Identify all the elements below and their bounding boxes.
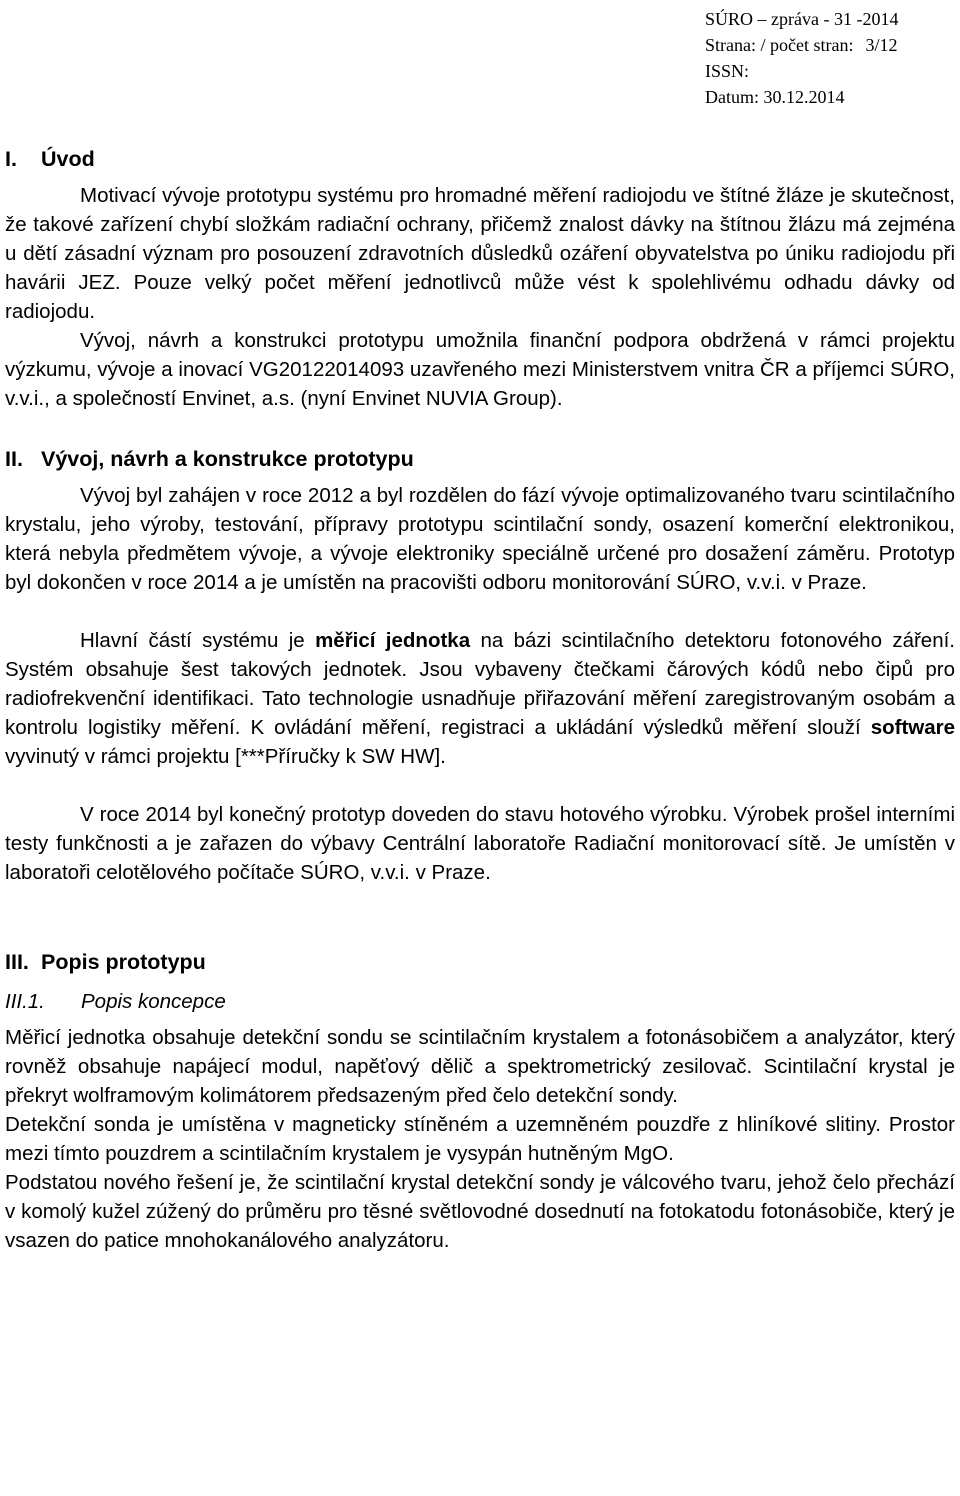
page-count-line: [705, 32, 898, 58]
section-1-paragraph-1: Motivací vývoje prototypu systému pro hromadné měření radiojodu ve štítné žláze je skutečnost, že takové zařízení chybí složkám radiační ochrany, přičemž znalost dávky na štítnou žlázu má zejména u dětí zásadní význam pro posouzení zdravotních důsledků ozáření obyvatelstva po úniku radiojodu při havárii JEZ. Pouze velký počet měření jednotlivců může vést k spolehlivému odhadu dávky od radiojodu.: [5, 184, 955, 323]
report-title: SÚRO – zpráva - 31 -2014: [705, 9, 899, 29]
section-3-paragraph-2: Detekční sonda je umístěna v magneticky stíněném a uzemněném pouzdře z hliníkové slitiny. Prostor mezi tímto pouzdrem a scintilačním krystalem je vysypán hutněným MgO.: [5, 1113, 955, 1165]
section-3-heading: [5, 947, 955, 977]
section-2-paragraph-2: [5, 626, 955, 771]
measuring-unit-term: měřicí jednotka: [315, 629, 471, 652]
page-header: [705, 6, 898, 110]
section-3-title: Popis prototypu: [41, 950, 206, 974]
section-2-paragraph-3: V roce 2014 byl konečný prototyp doveden do stavu hotového výrobku. Výrobek prošel interními testy funkčnosti a je zařazen do výbavy Centrální laboratoře Radiační monitorovací sítě. Je umístěn v laboratoři celotělového počítače SÚRO, v.v.i. v Praze.: [5, 803, 955, 884]
section-1-number: I.: [5, 147, 17, 171]
page-count-label: Strana: / počet stran:: [705, 35, 854, 55]
section-1-paragraph-2: Vývoj, návrh a konstrukci prototypu umožnila finanční podpora obdržená v rámci projektu výzkumu, vývoje a inovací VG20122014093 uzavřeného mezi Ministerstvem vnitra ČR a příjemci SÚRO, v.v.i., a společností Envinet, a.s. (nyní Envinet NUVIA Group).: [5, 329, 955, 410]
section-2-number: II.: [5, 447, 23, 471]
software-term: software: [870, 716, 955, 739]
section-1-heading: [5, 144, 955, 174]
section-2-title: Vývoj, návrh a konstrukce prototypu: [41, 447, 414, 471]
section-3-paragraph-3: Podstatou nového řešení je, že scintilační krystal detekční sondy je válcového tvaru, jehož čelo přechází v komolý kužel zúžený do průměru pro těsné světlovodné dosednutí na fotokatodu fotonásobiče, který je vsazen do patice mnohokanálového analyzátoru.: [5, 1171, 955, 1252]
subsection-3-1-title: Popis koncepce: [81, 990, 226, 1013]
section-1-title: Úvod: [41, 147, 95, 171]
issn-line: ISSN:: [705, 61, 750, 81]
section-2-paragraph-1: Vývoj byl zahájen v roce 2012 a byl rozdělen do fází vývoje optimalizovaného tvaru scintilačního krystalu, jeho výroby, testování, přípravy prototypu scintilační sondy, osazení komerční elektronikou, která nebyla předmětem vývoje, a vývoje elektroniky speciálně určené pro dosažení záměru. Prototyp byl dokončen v roce 2014 a je umístěn na pracovišti odboru monitorování SÚRO, v.v.i. v Praze.: [5, 484, 955, 594]
subsection-3-1-heading: [5, 987, 955, 1017]
section-2-p2-text-b: na bázi scintilačního detektoru fotonového záření. Systém obsahuje šest takových jednotek. Jsou vybaveny čtečkami čárových kódů nebo čipů pro radiofrekvenční identifikaci. Tato technologie usnadňuje přiřazování měření zaregistrovaným osobám a kontrolu logistiky měření. K ovládání měření, registraci a ukládání výsledků měření slouží: [5, 629, 955, 739]
subsection-3-1-number: III.1.: [5, 990, 45, 1013]
section-3-number: III.: [5, 950, 29, 974]
section-2-p2-text-c: vyvinutý v rámci projektu [***Příručky k SW HW].: [5, 745, 446, 768]
date-line: Datum: 30.12.2014: [705, 87, 845, 107]
document-body: [5, 144, 955, 1255]
section-2-p2-text-a: Hlavní částí systému je: [80, 629, 316, 652]
page-count-value: 3/12: [865, 35, 898, 55]
section-3-paragraph-1: Měřicí jednotka obsahuje detekční sondu se scintilačním krystalem a fotonásobičem a analyzátor, který rovněž obsahuje napájecí modul, napěťový dělič a spektrometrický zesilovač. Scintilační krystal je překryt wolframovým kolimátorem předsazeným před čelo detekční sondy.: [5, 1026, 955, 1107]
section-2-heading: [5, 444, 955, 474]
